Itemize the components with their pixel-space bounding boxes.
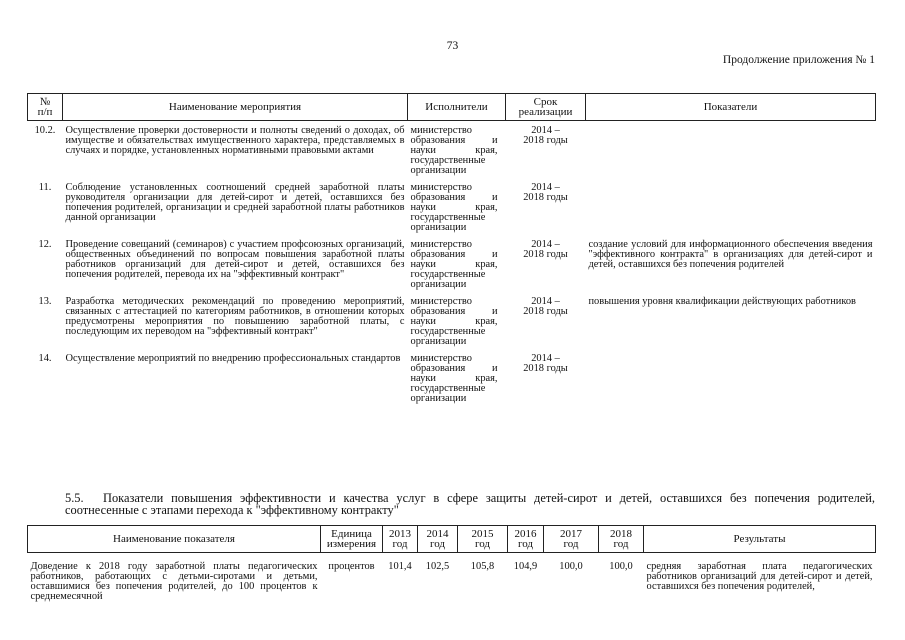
measure-indicators (586, 354, 876, 411)
value-2016: 104,9 (513, 561, 538, 572)
section-heading (65, 492, 875, 516)
measure-indicators: создание условий для информационного обеспечения введения "эффективного контракта" в организациях для детей-сирот и детей, оставшихся без попечения родителей (588, 239, 873, 270)
row-number: 13. (38, 296, 52, 307)
measure-name: Соблюдение установленных соотношений средней заработной платы руководителя организации для детей-сирот и детей, оставшихся без попечения родителей, организации и средней заработной платы работников данной организации (65, 182, 405, 223)
measure-term: 2014 – 2018 годы (523, 182, 568, 203)
measures-table (27, 93, 876, 411)
measure-executors: министерство образования и науки края, государственные организации (410, 182, 498, 233)
row-number: 14. (38, 353, 52, 364)
measure-name: Разработка методических рекомендаций по проведению мероприятий, связанных с аттестацией по категориям работников, в отношении которых предусмотрены мероприятия по повышению заработной платы, с последующим их переводом на "эффективный контракт" (65, 296, 405, 337)
measure-executors: министерство образования и науки края, государственные организации (410, 296, 498, 347)
header-indicators: Показатели (586, 94, 876, 121)
section-number: 5.5. (65, 491, 84, 505)
header-unit: Единица измерения (321, 526, 383, 553)
page-number: 73 (446, 40, 459, 52)
measure-indicators: повышения уровня квалификации действующих работников (588, 296, 856, 307)
value-2017: 100,0 (559, 561, 583, 572)
row-number: 11. (38, 182, 52, 193)
indicator-unit: процентов (328, 561, 375, 572)
header-executors: Исполнители (408, 94, 506, 121)
header-year-2016: 2016 год (508, 526, 544, 553)
header-indicator-name: Наименование показателя (28, 526, 321, 553)
indicators-header-row (28, 526, 876, 553)
measure-term: 2014 – 2018 годы (523, 125, 568, 146)
measure-executors: министерство образования и науки края, государственные организации (410, 353, 498, 404)
measure-indicators (586, 121, 876, 184)
table-row (28, 354, 876, 411)
measure-name: Проведение совещаний (семинаров) с участием профсоюзных организаций, общественных объединений по вопросам повышения заработной платы работников организаций для детей-сирот и детей, оставшихся без попечения родителей, перевода их на "эффективный контракт" (65, 239, 405, 280)
table-row (28, 553, 876, 603)
header-year-2017: 2017 год (544, 526, 599, 553)
header-year-2014: 2014 год (418, 526, 458, 553)
section-title: Показатели повышения эффективности и качества услуг в сфере защиты детей-сирот и детей, оставшихся без попечения родителей, соотнесенные с этапами перехода к "эффективному контракту" (65, 491, 875, 517)
header-year-2013: 2013 год (383, 526, 418, 553)
measure-term: 2014 – 2018 годы (523, 296, 568, 317)
measure-term: 2014 – 2018 годы (523, 353, 568, 374)
measure-name: Осуществление проверки достоверности и полноты сведений о доходах, об имуществе и обязательствах имущественного характера, представляемых в случаях и порядке, установленных нормативными правовыми актами (65, 125, 405, 156)
value-2018: 100,0 (609, 561, 633, 572)
header-term: Срок реализации (506, 94, 586, 121)
measure-term: 2014 – 2018 годы (523, 239, 568, 260)
value-2014: 102,5 (425, 561, 450, 572)
header-results: Результаты (644, 526, 876, 553)
measure-indicators (586, 183, 876, 240)
measures-header-row (28, 94, 876, 121)
measure-executors: министерство образования и науки края, государственные организации (410, 125, 498, 176)
measure-name: Осуществление мероприятий по внедрению профессиональных стандартов (65, 353, 401, 364)
value-2015: 105,8 (470, 561, 495, 572)
appendix-continuation-label: Продолжение приложения № 1 (722, 54, 875, 66)
table-row (28, 240, 876, 297)
header-year-2015: 2015 год (458, 526, 508, 553)
header-year-2018: 2018 год (599, 526, 644, 553)
row-number: 10.2. (34, 125, 56, 136)
table-row (28, 297, 876, 354)
row-number: 12. (38, 239, 52, 250)
indicator-results: средняя заработная плата педагогических работников организаций для детей-сирот и детей, оставшихся без попечения родителей, (646, 561, 873, 592)
indicators-table (27, 525, 876, 602)
indicator-name: Доведение к 2018 году заработной платы педагогических работников, работающих с детьми-сиротами и детьми, оставшимися без попечения родителей, до 100 процентов к среднемесячной (30, 561, 318, 602)
table-row (28, 121, 876, 184)
table-row (28, 183, 876, 240)
header-num: № п/п (28, 94, 63, 121)
measure-executors: министерство образования и науки края, государственные организации (410, 239, 498, 290)
value-2013: 101,4 (388, 561, 412, 572)
header-measure-name: Наименование мероприятия (63, 94, 408, 121)
